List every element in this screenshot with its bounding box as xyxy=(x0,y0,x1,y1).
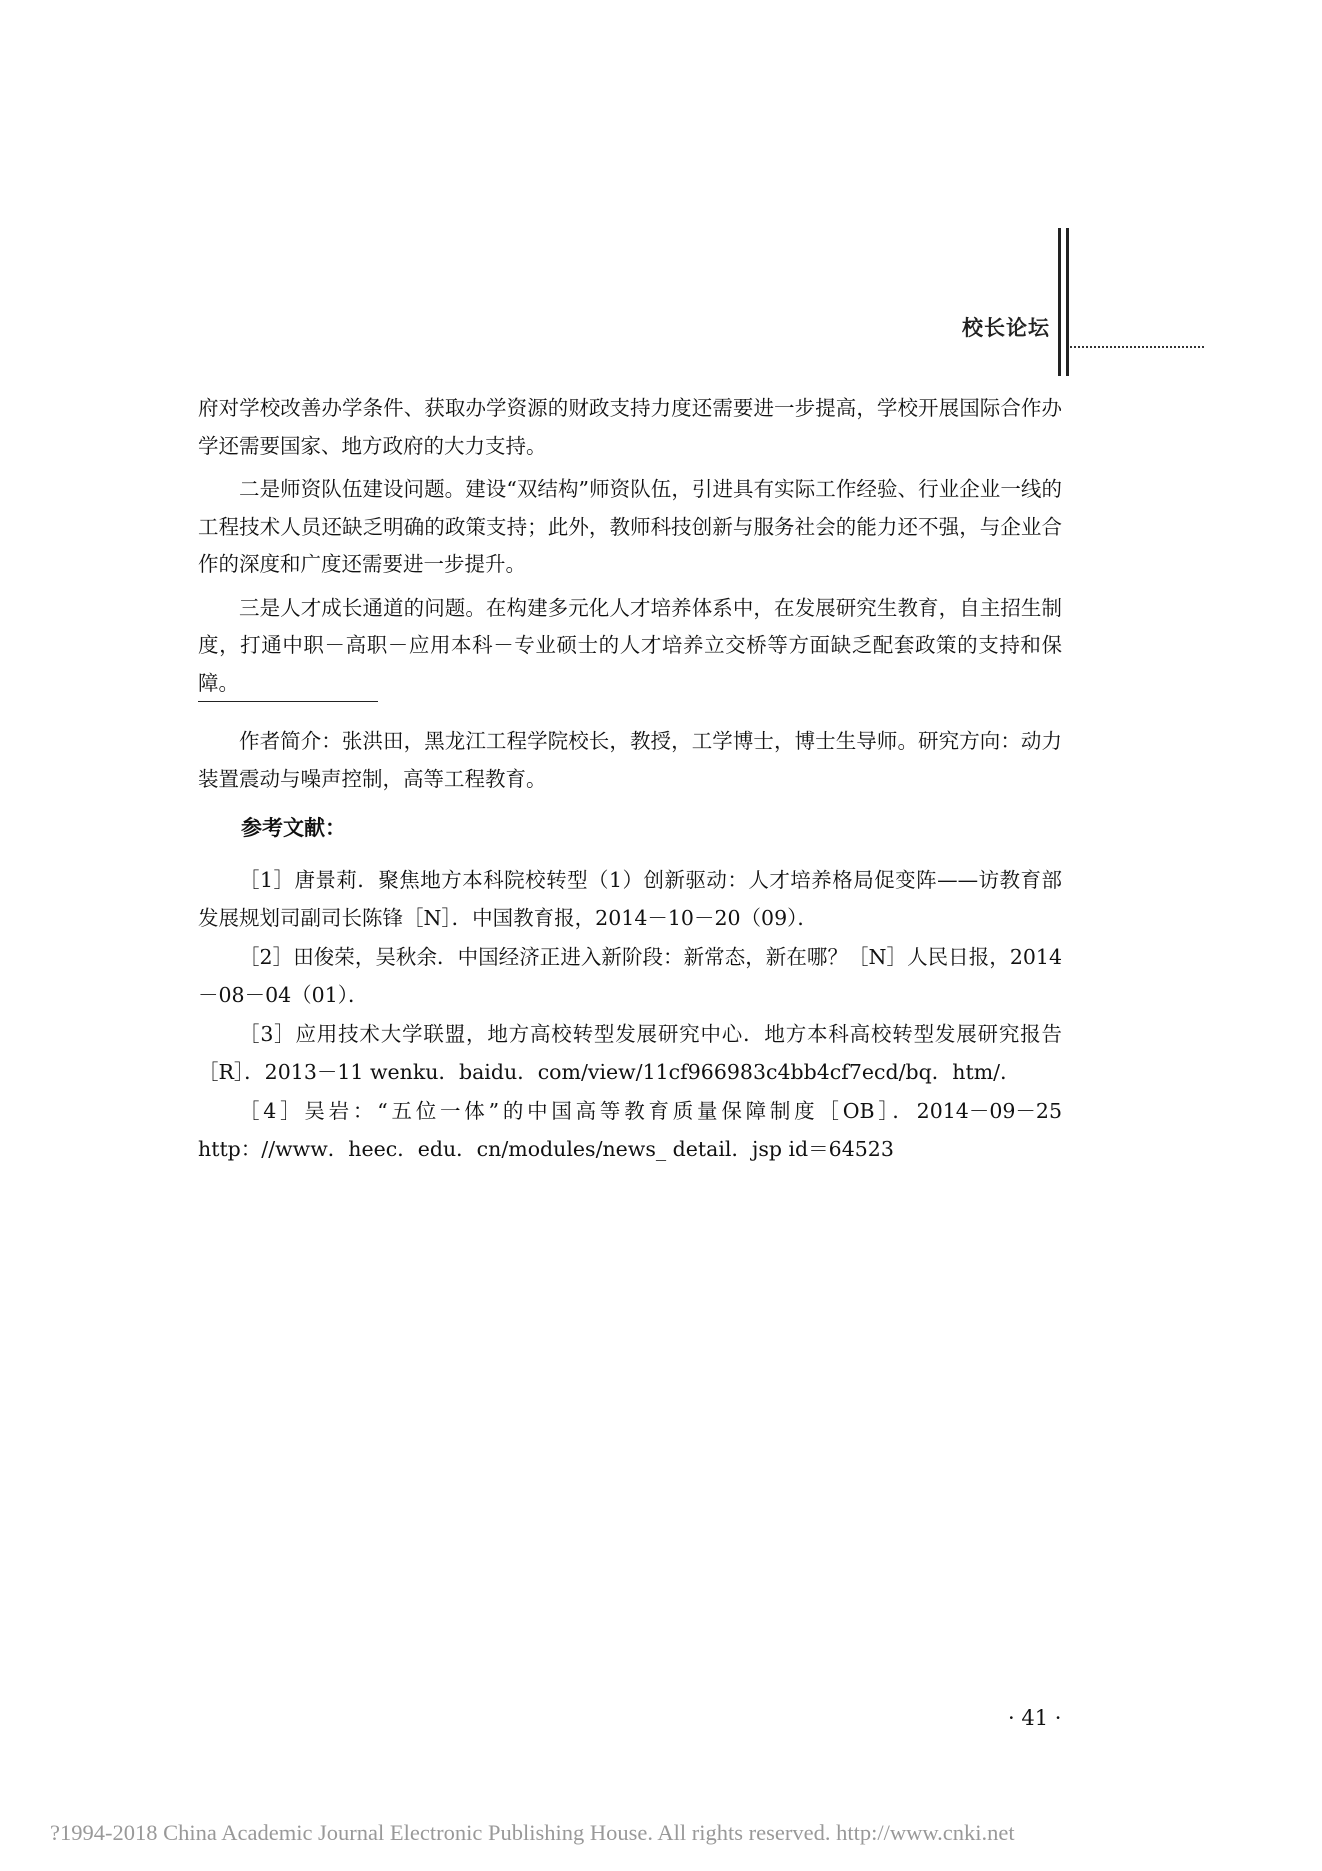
references-list xyxy=(198,862,1062,1170)
author-note xyxy=(198,723,1062,798)
reference-item: ［1］唐景莉．聚焦地方本科院校转型（1）创新驱动：人才培养格局促变阵——访教育部发展规划司副司长陈锋［N］．中国教育报，2014－10－20（09）． xyxy=(198,868,1062,930)
references-heading: 参考文献： xyxy=(241,816,346,840)
footnote-rule xyxy=(198,701,378,702)
body-paragraph: 二是师资队伍建设问题。建设“双结构”师资队伍，引进具有实际工作经验、行业企业一线的工程技术人员还缺乏明确的政策支持；此外，教师科技创新与服务社会的能力还不强，与企业合作的深度和广度还需要进一步提升。 xyxy=(198,477,1062,576)
page-number: · 41 · xyxy=(1008,1706,1062,1730)
reference-item: ［4］吴岩：“五位一体”的中国高等教育质量保障制度［OB］．2014－09－25 http：//www．heec．edu．cn/modules/news_ detail．jsp id＝64523 xyxy=(198,1099,1062,1161)
body-paragraph: 府对学校改善办学条件、获取办学资源的财政支持力度还需要进一步提高，学校开展国际合作办学还需要国家、地方政府的大力支持。 xyxy=(198,396,1062,458)
reference-item: ［3］应用技术大学联盟，地方高校转型发展研究中心．地方本科高校转型发展研究报告［R］．2013－11 wenku．baidu．com/view/11cf966983c4bb4cf7ecd/bq．htm/． xyxy=(198,1022,1062,1084)
header-dotted-rule xyxy=(1070,346,1204,348)
author-note-text: 作者简介：张洪田，黑龙江工程学院校长，教授，工学博士，博士生导师。研究方向：动力装置震动与噪声控制，高等工程教育。 xyxy=(198,729,1062,791)
body-paragraph: 三是人才成长通道的问题。在构建多元化人才培养体系中，在发展研究生教育，自主招生制度，打通中职－高职－应用本科－专业硕士的人才培养立交桥等方面缺乏配套政策的支持和保障。 xyxy=(198,595,1062,695)
section-title: 校长论坛 xyxy=(962,316,1050,340)
body-text xyxy=(198,390,1062,702)
reference-item: ［2］田俊荣，吴秋余．中国经济正进入新阶段：新常态，新在哪？［N］人民日报，2014－08－04（01）． xyxy=(198,945,1062,1007)
header-rule-left xyxy=(1058,228,1061,376)
copyright-footer: ?1994-2018 China Academic Journal Electronic Publishing House. All rights reserved. http://www.cnki.net xyxy=(50,1820,1015,1845)
header-rule-right xyxy=(1066,228,1069,376)
